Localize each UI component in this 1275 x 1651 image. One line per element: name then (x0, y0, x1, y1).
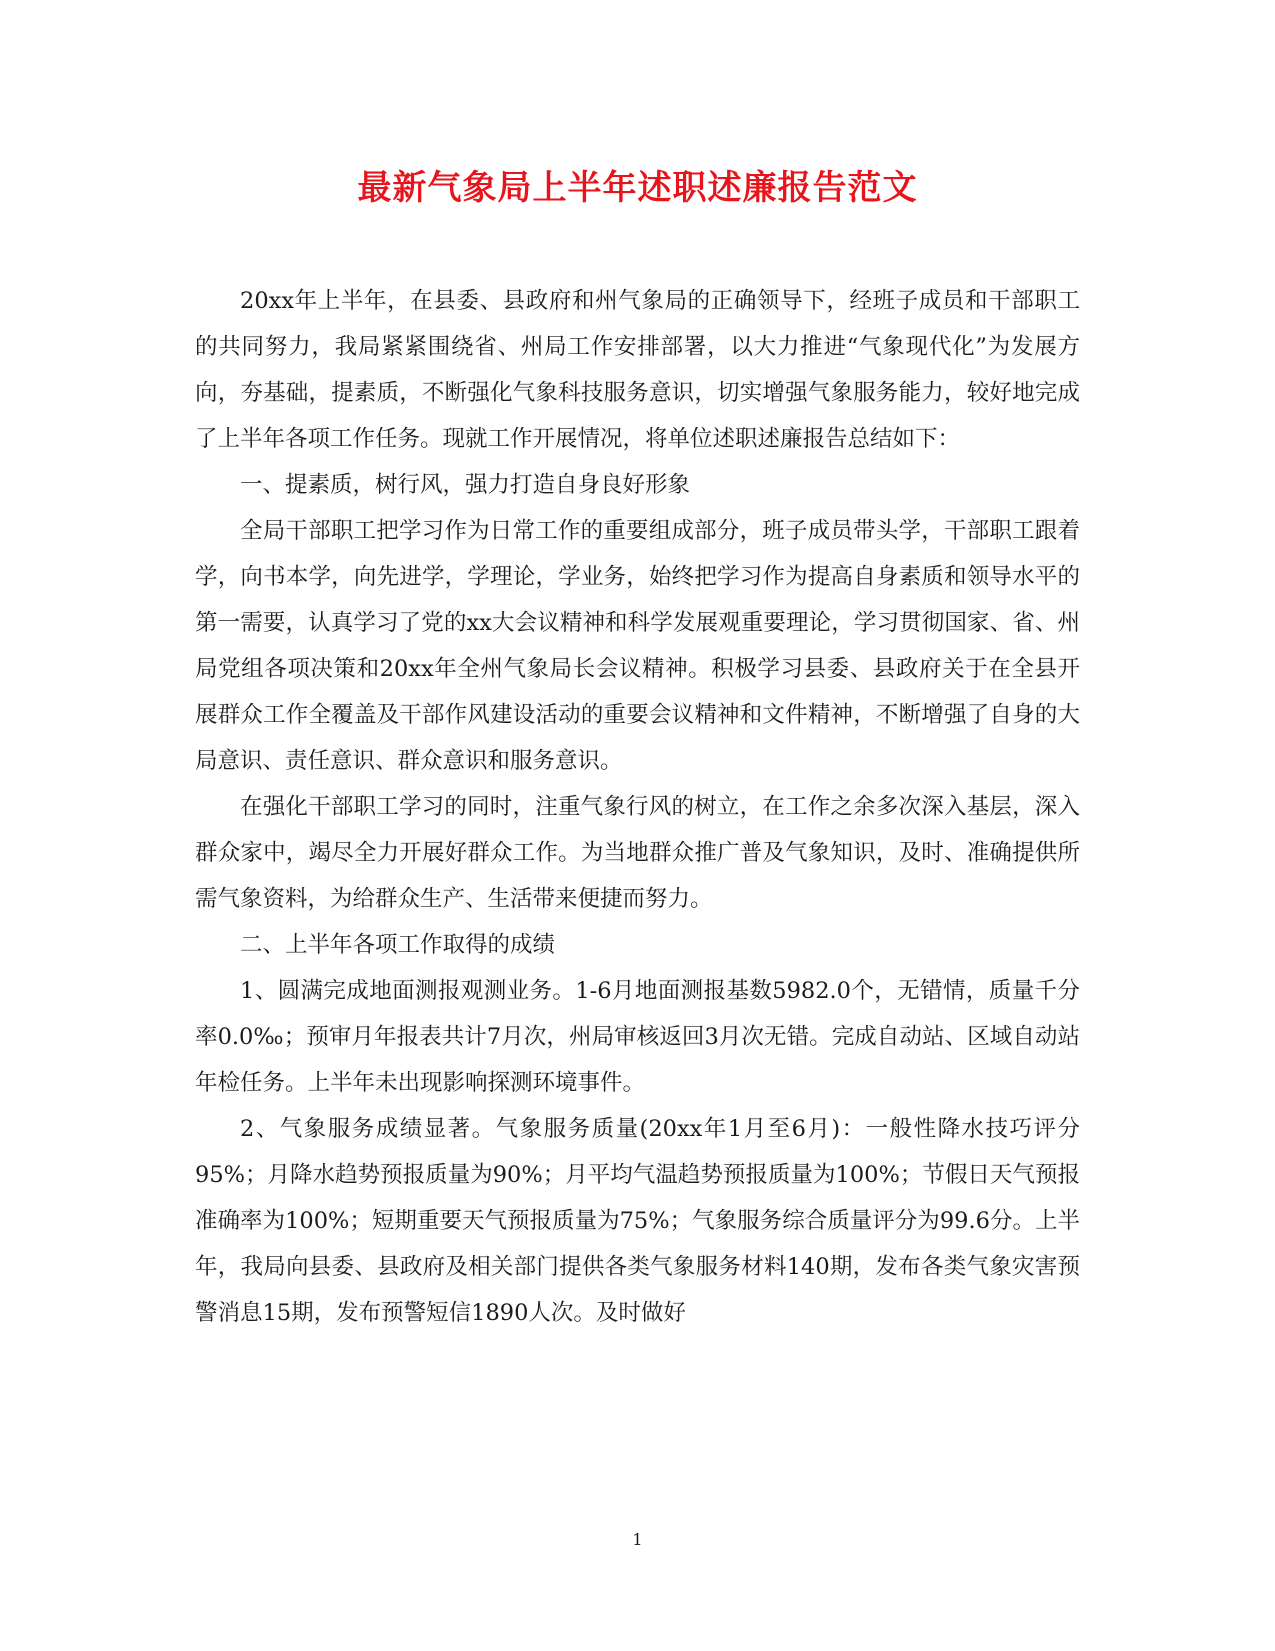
document-title: 最新气象局上半年述职述廉报告范文 (357, 168, 918, 208)
document-body (195, 278, 1080, 1336)
section-heading-1: 一、提素质，树行风，强力打造自身良好形象 (240, 472, 691, 498)
paragraph-conduct: 在强化干部职工学习的同时，注重气象行风的树立，在工作之余多次深入基层，深入群众家中，竭尽全力开展好群众工作。为当地群众推广普及气象知识，及时、准确提供所需气象资料，为给群众生产、生活带来便捷而努力。 (195, 794, 1080, 912)
paragraph-service: 2、气象服务成绩显著。气象服务质量(20xx年1月至6月)：一般性降水技巧评分95%；月降水趋势预报质量为90%；月平均气温趋势预报质量为100%；节假日天气预报准确率为100%；短期重要天气预报质量为75%；气象服务综合质量评分为99.6分。上半年，我局向县委、县政府及相关部门提供各类气象服务材料140期，发布各类气象灾害预警消息15期，发布预警短信1890人次。及时做好 (195, 1116, 1080, 1326)
paragraph-study: 全局干部职工把学习作为日常工作的重要组成部分，班子成员带头学，干部职工跟着学，向书本学，向先进学，学理论，学业务，始终把学习作为提高自身素质和领导水平的第一需要，认真学习了党的xx大会议精神和科学发展观重要理论，学习贯彻国家、省、州局党组各项决策和20xx年全州气象局长会议精神。积极学习县委、县政府关于在全县开展群众工作全覆盖及干部作风建设活动的重要会议精神和文件精神，不断增强了自身的大局意识、责任意识、群众意识和服务意识。 (195, 518, 1080, 774)
page-number: 1 (632, 1530, 643, 1549)
section-heading-2: 二、上半年各项工作取得的成绩 (240, 932, 556, 958)
paragraph-intro: 20xx年上半年，在县委、县政府和州气象局的正确领导下，经班子成员和干部职工的共同努力，我局紧紧围绕省、州局工作安排部署，以大力推进“气象现代化”为发展方向，夯基础，提素质，不断强化气象科技服务意识，切实增强气象服务能力，较好地完成了上半年各项工作任务。现就工作开展情况，将单位述职述廉报告总结如下： (195, 288, 1080, 452)
paragraph-observation: 1、圆满完成地面测报观测业务。1-6月地面测报基数5982.0个，无错情，质量千分率0.0‰；预审月年报表共计7月次，州局审核返回3月次无错。完成自动站、区域自动站年检任务。上半年未出现影响探测环境事件。 (195, 978, 1080, 1096)
